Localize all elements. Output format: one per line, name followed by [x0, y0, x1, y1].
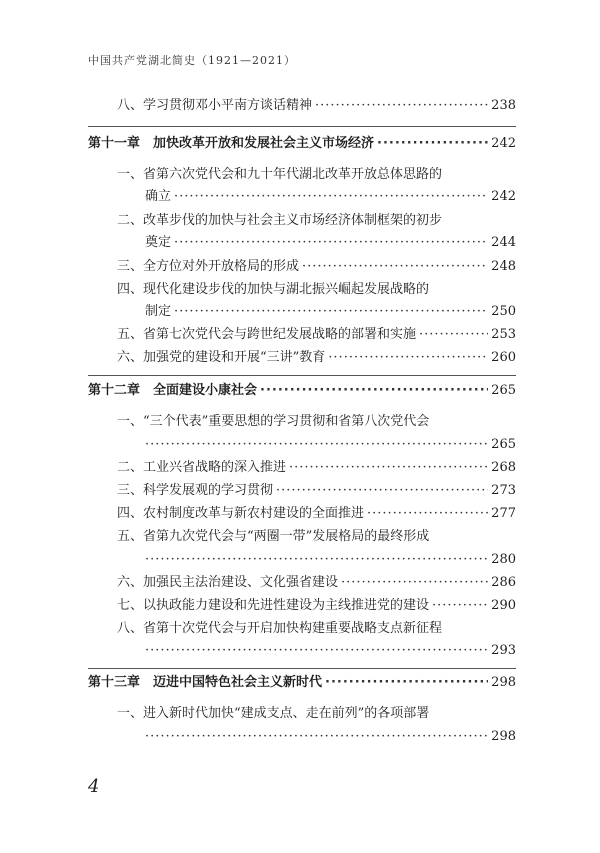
chapter-title: 第十一章 加快改革开放和发展社会主义市场经济: [88, 136, 375, 151]
running-header: 中国共产党湖北简史（1921—2021）: [88, 54, 296, 67]
section-label: 六、加强民主法治建设、文化强省建设: [117, 575, 339, 590]
page-ref: 242: [491, 136, 516, 151]
page-ref: 250: [491, 304, 516, 319]
leader-dots: [367, 505, 488, 523]
toc-section-row[interactable]: [145, 303, 516, 321]
page-ref: 286: [491, 575, 516, 590]
page-number: 4: [88, 776, 100, 797]
page-ref: 244: [491, 235, 516, 250]
toc-section-row[interactable]: [117, 459, 516, 477]
toc-section-line[interactable]: 五、省第九次党代会与“两圈一带”发展格局的最终形成: [117, 529, 430, 544]
leader-dots: [145, 436, 488, 454]
toc-section-row[interactable]: [117, 349, 516, 367]
toc-section-row[interactable]: [145, 234, 516, 252]
toc-section-row[interactable]: [117, 574, 516, 592]
toc-section-line[interactable]: 八、省第十次党代会与开启加快构建重要战略支点新征程: [117, 621, 443, 636]
page-ref: 238: [491, 98, 516, 113]
section-label: 四、农村制度改革与新农村建设的全面推进: [117, 506, 365, 521]
leader-dots: [302, 258, 488, 276]
leader-dots: [289, 459, 488, 477]
chapter-divider: [88, 126, 516, 127]
toc-section-row[interactable]: [145, 642, 516, 660]
page-ref: 277: [491, 506, 516, 521]
page-ref: 290: [491, 598, 516, 613]
chapter-title: 第十三章 迈进中国特色社会主义新时代: [88, 675, 323, 690]
toc-section-row[interactable]: [145, 188, 516, 206]
toc-section-line[interactable]: 二、改革步伐的加快与社会主义市场经济体制框架的初步: [117, 213, 443, 228]
page-ref: 248: [491, 259, 516, 274]
page-ref: 260: [491, 350, 516, 365]
leader-dots: [260, 382, 488, 400]
toc-section-line[interactable]: 一、省第六次党代会和九十年代湖北改革开放总体思路的: [117, 167, 443, 182]
toc-section-row[interactable]: [145, 551, 516, 569]
section-label: 制定: [145, 304, 172, 319]
leader-dots: [419, 326, 488, 344]
toc-section-row[interactable]: [117, 505, 516, 523]
leader-dots: [315, 97, 488, 115]
page-ref: 298: [491, 675, 516, 690]
page-ref: 265: [491, 437, 516, 452]
leader-dots: [174, 188, 488, 206]
chapter-heading[interactable]: [88, 382, 516, 400]
section-label: 三、科学发展观的学习贯彻: [117, 483, 274, 498]
toc-section-row[interactable]: [117, 482, 516, 500]
leader-dots: [145, 551, 488, 569]
toc-section-line[interactable]: 一、进入新时代加快“建成支点、走在前列”的各项部署: [117, 706, 430, 721]
chapter-title: 第十二章 全面建设小康社会: [88, 383, 258, 398]
chapter-divider: [88, 375, 516, 376]
page-ref: 268: [491, 460, 516, 475]
section-label: 七、以执政能力建设和先进性建设为主线推进党的建设: [117, 598, 430, 613]
toc-section-line[interactable]: 一、“三个代表”重要思想的学习贯彻和省第八次党代会: [117, 414, 430, 429]
section-label: 二、工业兴省战略的深入推进: [117, 460, 287, 475]
leader-dots: [145, 728, 488, 746]
leader-dots: [325, 674, 488, 692]
toc-section-row[interactable]: [145, 728, 516, 746]
leader-dots: [432, 597, 488, 615]
leader-dots: [145, 642, 488, 660]
leader-dots: [377, 135, 488, 153]
leader-dots: [174, 234, 488, 252]
page-ref: 242: [491, 189, 516, 204]
chapter-heading[interactable]: [88, 135, 516, 153]
toc-section-row[interactable]: [117, 97, 516, 115]
section-label: 三、全方位对外开放格局的形成: [117, 259, 300, 274]
toc-section-row[interactable]: [117, 597, 516, 615]
section-label: 六、加强党的建设和开展“三讲”教育: [117, 350, 326, 365]
section-label: 奠定: [145, 235, 172, 250]
page-ref: 298: [491, 729, 516, 744]
toc-section-row[interactable]: [145, 436, 516, 454]
section-label: 确立: [145, 189, 172, 204]
chapter-divider: [88, 668, 516, 669]
page-ref: 253: [491, 327, 516, 342]
page-ref: 293: [491, 643, 516, 658]
leader-dots: [276, 482, 488, 500]
chapter-heading[interactable]: [88, 674, 516, 692]
section-label: 五、省第七次党代会与跨世纪发展战略的部署和实施: [117, 327, 417, 342]
page-ref: 273: [491, 483, 516, 498]
page-ref: 280: [491, 552, 516, 567]
toc-section-line[interactable]: 四、现代化建设步伐的加快与湖北振兴崛起发展战略的: [117, 282, 430, 297]
page-ref: 265: [491, 383, 516, 398]
leader-dots: [174, 303, 488, 321]
section-label: 八、学习贯彻邓小平南方谈话精神: [117, 98, 313, 113]
leader-dots: [328, 349, 488, 367]
toc-section-row[interactable]: [117, 258, 516, 276]
toc-section-row[interactable]: [117, 326, 516, 344]
leader-dots: [341, 574, 488, 592]
